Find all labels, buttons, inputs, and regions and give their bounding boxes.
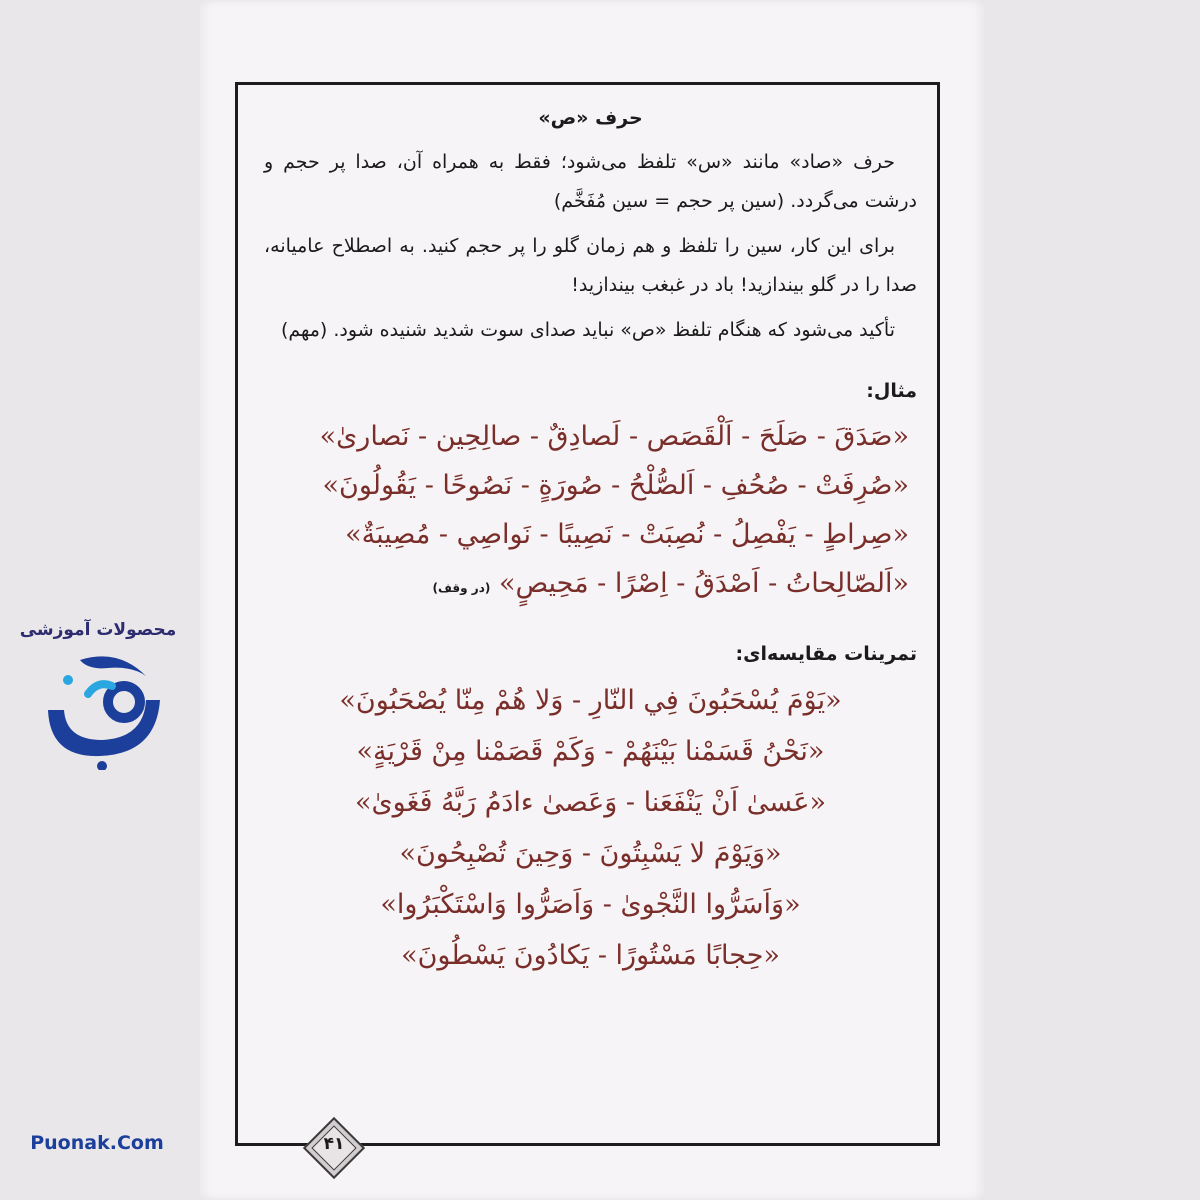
exercise-line: «عَسىٰ اَنْ يَنْفَعَنا - وَعَصىٰ ءادَمُ رَبَّهُ فَغَوىٰ» [354,787,827,818]
exercise-line: «وَاَسَرُّوا النَّجْوىٰ - وَاَصَرُّوا وَاسْتَكْبَرُوا» [380,889,801,920]
logo-tagline: محصولات آموزشی [19,620,177,640]
paragraph-1: حرف «صاد» مانند «س» تلفظ می‌شود؛ فقط به همراه آن، صدا پر حجم و درشت می‌گردد. (سین پر حجم = سین مُفَخَّم) [264,151,917,212]
examples-label: مثال: [866,380,917,402]
paragraph-3: تأکید می‌شود که هنگام تلفظ «ص» نباید صدای سوت شدید شنیده شود. (مهم) [280,319,895,341]
exercise-line: «حِجابًا مَسْتُورًا - يَكادُونَ يَسْطُونَ» [401,940,780,971]
puonak-logo-icon [28,640,178,770]
example-line: «صِراطٍ - يَفْصِلُ - نُصِبَتْ - نَصِيبًا - نَواصِي - مُصِيبَةٌ» [345,519,909,550]
exercise-line: «يَوْمَ يُسْحَبُونَ فِي النّارِ - وَلا هُمْ مِنّا يُصْحَبُونَ» [339,685,842,716]
exercise-line: «نَحْنُ قَسَمْنا بَيْنَهُمْ - وَكَمْ قَصَمْنا مِنْ قَرْيَةٍ» [356,736,825,767]
example-line: «صَدَقَ - صَلَحَ - اَلْقَصَص - لَصادِقٌ - صالِحِين - نَصارىٰ» [319,421,909,452]
exercise-line: «وَيَوْمَ لا يَسْبِتُونَ - وَحِينَ تُصْبِحُونَ» [399,838,782,869]
page-content [264,107,917,981]
book-page [200,0,985,1200]
watermark-logo [0,620,190,1200]
paragraph-2: برای این کار، سین را تلفظ و هم زمان گلو را پر حجم کنید. به اصطلاح عامیانه، صدا را در گلو بیندازید! باد در غبغب بیندازید! [264,235,917,296]
logo-url: Puonak.Com [30,1132,164,1154]
exercises-label: تمرینات مقایسه‌ای: [735,643,917,665]
section-heading: حرف «ص» [538,107,643,129]
page-number: ۴۱ [323,1134,345,1154]
example-line-text: «اَلصّالِحاتُ - اَصْدَقُ - اِصْرًا - مَحِيصٍ» [498,568,909,599]
example-note: (در وقف) [432,581,491,595]
example-line: «صُرِفَتْ - صُحُفِ - اَلصُّلْحُ - صُورَةٍ - نَصُوحًا - يَقُولُونَ» [322,470,909,501]
example-line-last [264,559,917,613]
page-border-frame [235,82,940,1146]
